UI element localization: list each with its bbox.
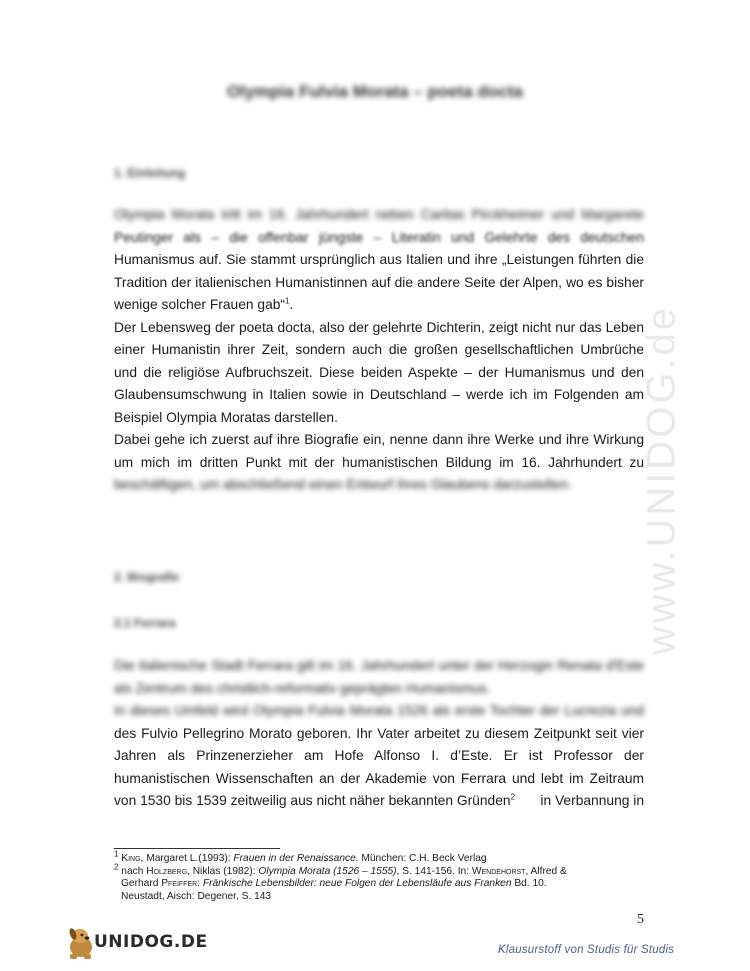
text-run: , Alfred &	[525, 865, 567, 877]
section-heading-ferrara: 2.1 Ferrara	[114, 616, 176, 630]
footnote-ref[interactable]: 2	[510, 792, 516, 802]
text-line: einer Humanistin ihrer Zeit, sondern auch die großen gesellschaftlichen Umbrüche	[114, 342, 644, 357]
text-line: Der Lebensweg der poeta docta, also der gelehrte Dichterin, zeigt nicht nur das Leben	[114, 319, 644, 335]
text-run: nach	[118, 865, 147, 877]
book-title: Olympia Morata (1526 – 1555)	[258, 865, 397, 877]
section-heading-einleitung: 1. Einleitung	[114, 166, 186, 180]
footnote-2-line-2	[114, 878, 654, 891]
text-run: Gerhard	[121, 878, 162, 889]
text-line: Die italienische Stadt Ferrara gilt im 16. Jahrhundert unter der Herzogin Renata d'Este	[114, 658, 644, 673]
editor-name: Pfeiffer	[161, 878, 198, 889]
unidog-logo[interactable]	[66, 925, 208, 963]
text-line: und die religiöse Aufbruchszeit. Diese beiden Aspekte – der Humanismus und den	[114, 364, 644, 380]
page-number: 5	[637, 912, 644, 927]
text-line: Olympia Morata tritt im 16. Jahrhundert neben Caritas Pirckheimer und Margarete	[114, 207, 644, 222]
footnote-2	[114, 862, 654, 879]
text-line: humanistischen Wissenschaften an der Akademie von Ferrara und lebt im Zeitraum	[114, 770, 644, 786]
footnote-number: 2	[114, 862, 119, 872]
book-title: Fränkische Lebensbilder: neue Folgen der Lebensläufe aus Franken	[202, 878, 512, 889]
text-run: , S. 141-156. In:	[396, 865, 472, 877]
text-line: Dabei gehe ich zuerst auf ihre Biografie ein, nenne dann ihre Werke und ihre Wirkung	[114, 432, 644, 447]
text-run: in Verbannung in	[540, 793, 644, 808]
book-title: Frauen in der Renaissance.	[233, 853, 359, 864]
text-line: als Zentrum des christlich-reformativ geprägten Humanismus.	[114, 680, 491, 696]
text-line: Tradition der italienischen Humanistinnen auf die andere Seite der Alpen, wo es bisher	[114, 274, 644, 290]
text-line: In dieses Umfeld wird Olympia Fulvia Morata 1526 als erste Tochter der Lucrezia und	[114, 703, 644, 718]
text-line: Glaubensumschwung in Italien sowie in Deutschland – werde ich im Folgenden am	[114, 387, 644, 402]
text-line: Peutinger als – die offenbar jüngste – Literatin und Gelehrte des deutschen	[114, 229, 644, 245]
text-line: um mich im dritten Punkt mit der humanistischen Bildung im 16. Jahrhundert zu	[114, 454, 644, 470]
author-name: King	[121, 853, 141, 864]
text-run: , Margaret L.(1993):	[140, 853, 234, 864]
footnote-number: 1	[114, 849, 119, 859]
text-run: von 1530 bis 1539 zeitweilig aus nicht näher bekannten Gründen	[114, 793, 511, 808]
tagline: Klausurstoff von Studis für Studis	[498, 944, 675, 956]
footnotes	[114, 849, 654, 903]
text-run: Bd. 10.	[511, 878, 547, 889]
text-run	[114, 790, 515, 813]
document-title: Olympia Fulvia Morata – poeta docta	[227, 82, 523, 101]
dog-icon	[66, 925, 96, 961]
watermark-text: www.UNIDOG.de	[639, 304, 684, 656]
footnote-ref[interactable]: 1	[285, 296, 290, 306]
footnote-2-line-3: Neustadt, Aisch: Degener, S. 143	[121, 890, 272, 902]
text-line: Beispiel Olympia Moratas darstellen.	[114, 409, 338, 425]
footnote-divider	[114, 848, 280, 849]
footnote-1	[114, 849, 654, 866]
editor-name: Wendehorst	[471, 865, 526, 877]
text-line: des Fulvio Pellegrino Morato geboren. Ihr Vater arbeitet zu diesem Zeitpunkt seit vier	[114, 725, 644, 741]
logo-text: UNIDOG.DE	[94, 932, 208, 952]
intro-paragraph	[114, 204, 644, 497]
text-line	[114, 294, 644, 317]
text-line	[114, 790, 644, 813]
text-line: Humanismus auf. Sie stammt ursprünglich aus Italien und ihre „Leistungen führten die	[114, 252, 644, 267]
text-run: München: C.H. Beck Verlag	[358, 853, 487, 864]
section-heading-biografie: 2. Biografie	[114, 570, 180, 584]
text-line: Jahren als Prinzenerzieher am Hofe Alfonso I. d’Este. Er ist Professor der	[114, 748, 644, 763]
text-run: .	[289, 297, 294, 312]
ferrara-paragraph	[114, 655, 644, 813]
text-run: :	[197, 878, 203, 889]
text-run: wenige solcher Frauen gab“	[114, 297, 286, 312]
text-line: beschäftigen, um abschließend einen Entwurf ihres Glaubens darzustellen.	[114, 477, 572, 492]
text-run: , Niklas (1982):	[187, 865, 259, 877]
author-name: Holzberg	[146, 865, 188, 877]
